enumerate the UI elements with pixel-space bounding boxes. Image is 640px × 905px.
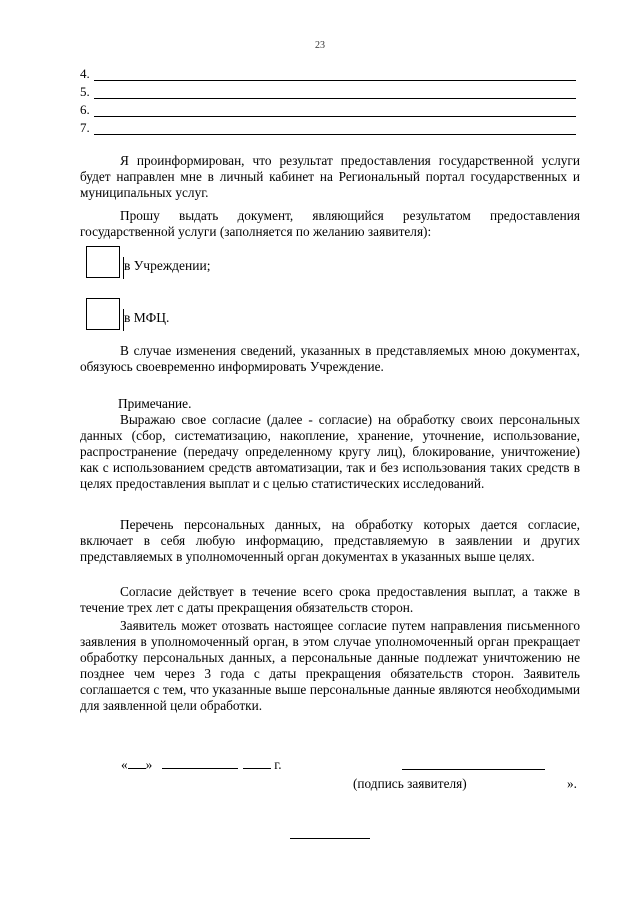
note-title: Примечание. <box>118 396 192 411</box>
closing-quote: ». <box>567 776 577 791</box>
end-divider <box>290 838 370 839</box>
signature-block <box>0 756 640 796</box>
fill-line <box>94 116 576 117</box>
year-suffix: г. <box>274 757 282 772</box>
option-checkbox[interactable] <box>86 298 120 330</box>
day-blank[interactable] <box>128 756 146 769</box>
note-paragraph: Согласие действует в течение всего срока предоставления выплат, а также в течение трех лет с даты прекращения обязательств сторон. <box>80 584 580 615</box>
option-label: в Учреждении; <box>124 258 211 273</box>
page-number: 23 <box>315 40 325 51</box>
date-field[interactable]: « » г. <box>121 757 282 772</box>
list-item <box>80 84 576 102</box>
note-paragraph: Перечень персональных данных, на обработку которых дается согласие, включает в себя любую информацию, представляемую в заявлении и других представляемых в уполномоченный орган документах в указанных выше целях. <box>80 517 580 564</box>
option-label: в МФЦ. <box>124 310 170 325</box>
list-item-number: 5. <box>80 84 90 99</box>
list-item <box>80 120 576 138</box>
info-paragraph: Я проинформирован, что результат предоставления государственной услуги будет направлен мне в личный кабинет на Региональный портал государственных и муниципальных услуг. <box>80 153 580 200</box>
month-blank[interactable] <box>162 756 238 769</box>
list-item-number: 7. <box>80 120 90 135</box>
list-item-number: 4. <box>80 66 90 81</box>
signature-line[interactable] <box>402 769 545 770</box>
fill-line <box>94 80 576 81</box>
signature-caption: (подпись заявителя) <box>353 776 467 791</box>
change-paragraph: В случае изменения сведений, указанных в представляемых мною документах, обязуюсь своевременно информировать Учреждение. <box>80 343 580 374</box>
request-paragraph: Прошу выдать документ, являющийся результатом предоставления государственной услуги (заполняется по желанию заявителя): <box>80 208 580 239</box>
fill-line <box>94 98 576 99</box>
option-checkbox[interactable] <box>86 246 120 278</box>
numbered-list <box>80 66 576 138</box>
list-item-number: 6. <box>80 102 90 117</box>
note-paragraph: Выражаю свое согласие (далее - согласие) на обработку своих персональных данных (сбор, систематизацию, накопление, хранение, уточнение, использование, распространение (передачу определенному кругу лиц), блокирование, уничтожение) как с использованием средств автоматизации, так и без использования таких средств в целях предоставления выплат и с целью статистических исследований. <box>80 412 580 491</box>
list-item <box>80 66 576 84</box>
list-item <box>80 102 576 120</box>
fill-line <box>94 134 576 135</box>
note-paragraph: Заявитель может отозвать настоящее согласие путем направления письменного заявления в уполномоченный орган, в этом случае уполномоченный орган прекращает обработку персональных данных, а персональные данные подлежат уничтожению не позднее чем через 3 года с даты прекращения обязательств сторон. Заявитель соглашается с тем, что указанные выше персональные данные являются необходимыми для заявленной цели обработки. <box>80 618 580 713</box>
year-blank[interactable] <box>243 756 271 769</box>
